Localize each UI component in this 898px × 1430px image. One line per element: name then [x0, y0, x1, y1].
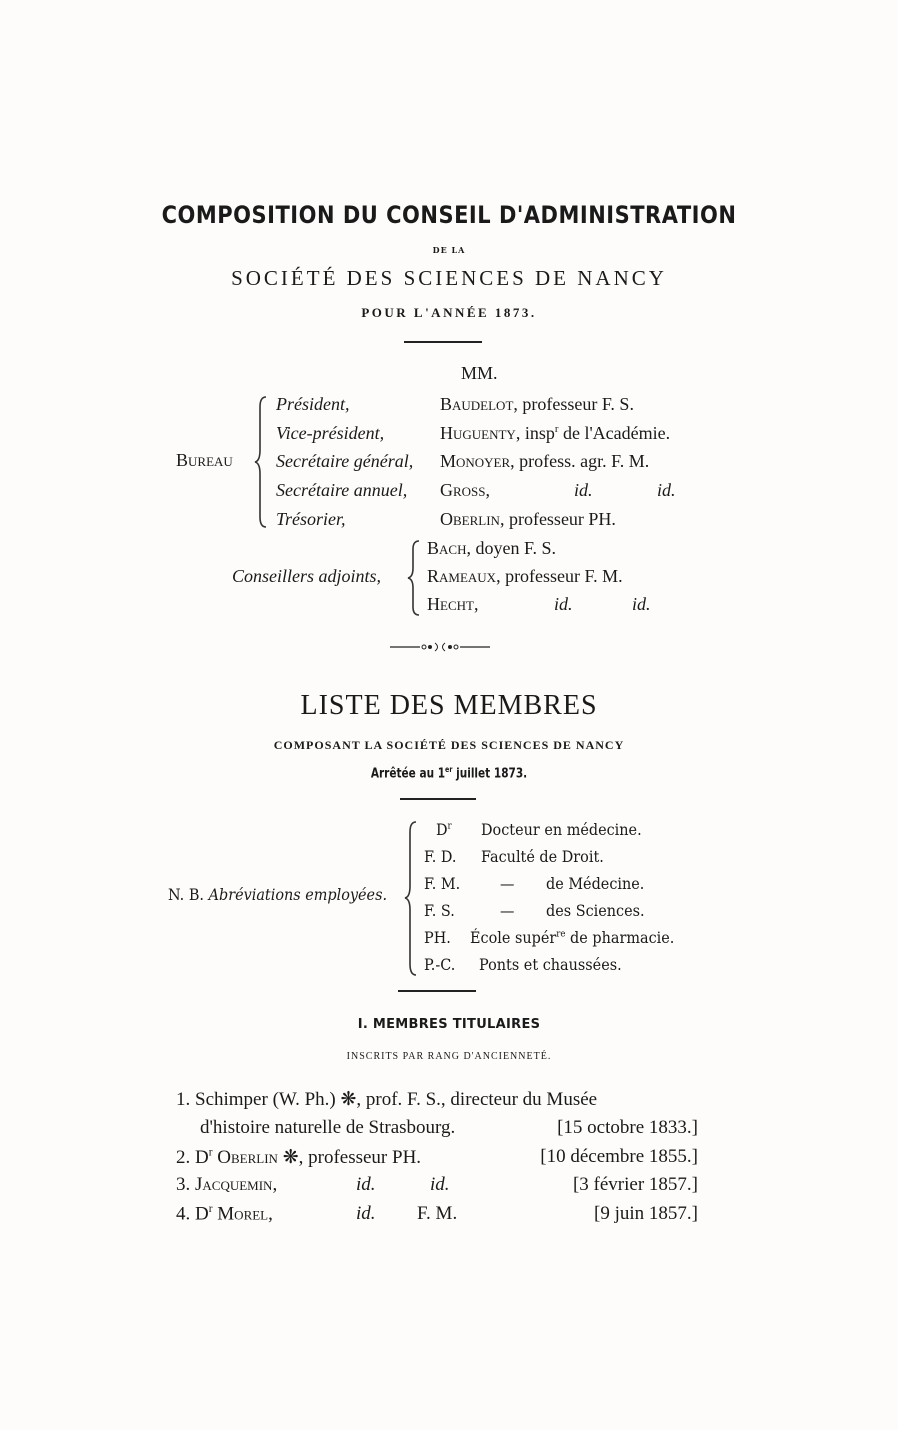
member-entry-1-cont: d'histoire naturelle de Strasbourg.	[200, 1117, 456, 1138]
ditto-dash: —	[500, 874, 515, 893]
ornament-divider	[390, 640, 490, 654]
abbr-code: $D^r$	[436, 820, 452, 839]
conseiller-hecht: Hecht,	[427, 594, 479, 614]
abbr-meaning: Faculté de Droit.	[481, 847, 604, 866]
id-mark: id.	[356, 1203, 376, 1224]
abbr-code: PH.	[424, 928, 451, 947]
conseiller-bach: Bach, doyen F. S.	[427, 538, 557, 558]
de-la-text: DE LA	[432, 245, 466, 255]
member-entry-3: 3. Jacquemin,	[176, 1174, 278, 1195]
divider-rule	[400, 798, 476, 800]
section-subtitle: INSCRITS PAR RANG D'ANCIENNETÉ.	[346, 1051, 552, 1062]
id-mark: id.	[657, 480, 676, 500]
id-mark: id.	[632, 594, 651, 614]
role-secretaire-general: Secrétaire général,	[276, 451, 414, 471]
abbreviations-brace	[404, 820, 420, 978]
id-mark: id.	[554, 594, 573, 614]
role-secretaire-annuel: Secrétaire annuel,	[276, 480, 408, 500]
divider-rule	[398, 990, 476, 992]
role-president: Président,	[276, 394, 350, 414]
conseillers-label: Conseillers adjoints,	[232, 566, 382, 586]
section-title: I. MEMBRES TITULAIRES	[357, 1017, 541, 1032]
abbr-meaning: Ponts et chaussées.	[479, 955, 622, 974]
abbr-meaning: des Sciences.	[546, 901, 645, 920]
id-mark: id.	[430, 1174, 450, 1195]
role-tresorier: Trésorier,	[276, 509, 346, 529]
abbr-code: F. D.	[424, 847, 457, 866]
member-date: [9 juin 1857.]	[594, 1203, 698, 1224]
ditto-dash: —	[500, 901, 515, 920]
abbr-code: F. M.	[424, 874, 461, 893]
abbr-meaning: Docteur en médecine.	[481, 820, 642, 839]
role-vice-president: Vice-président,	[276, 423, 385, 443]
member-vice-president: Huguenty, insp$^r$ de l'Académie.	[440, 423, 671, 443]
society-name: SOCIÉTÉ DES SCIENCES DE NANCY	[231, 266, 667, 290]
id-mark: id.	[574, 480, 593, 500]
abbr-meaning: de Médecine.	[546, 874, 645, 893]
member-entry-4: 4. $D^r$ Morel,	[176, 1203, 273, 1225]
page-title: COMPOSITION DU CONSEIL D'ADMINISTRATION	[161, 201, 737, 229]
member-entry-1: 1. Schimper (W. Ph.) ❋, prof. F. S., directeur du Musée	[176, 1089, 598, 1110]
member-date: [3 février 1857.]	[572, 1174, 698, 1195]
abbr-code: P.-C.	[424, 955, 456, 974]
id-mark: id.	[356, 1174, 376, 1195]
mm-label: MM.	[461, 363, 498, 383]
member-tresorier: Oberlin, professeur PH.	[440, 509, 616, 529]
bureau-label: Bureau	[176, 450, 233, 470]
abbreviations-label: N. B. Abréviations employées.	[168, 885, 388, 904]
abbr-meaning: École supér$^{re}$ de pharmacie.	[470, 928, 675, 947]
conseiller-rameaux: Rameaux, professeur F. M.	[427, 566, 623, 586]
year-text: POUR L'ANNÉE 1873.	[361, 305, 537, 320]
arretee-date: Arrêtée au 1er juillet 1873.	[370, 765, 528, 782]
member-president: Baudelot, professeur F. S.	[440, 394, 634, 414]
member-date: [10 décembre 1855.]	[540, 1146, 698, 1167]
member-secretaire-general: Monoyer, profess. agr. F. M.	[440, 451, 650, 471]
faculty-abbr: F. M.	[417, 1203, 458, 1224]
member-secretaire-annuel: Gross,	[440, 480, 491, 500]
conseillers-brace	[407, 539, 423, 617]
member-date: [15 octobre 1833.]	[557, 1117, 698, 1138]
bureau-brace	[254, 395, 270, 530]
liste-title: LISTE DES MEMBRES	[300, 690, 598, 721]
divider-rule	[404, 341, 482, 343]
member-entry-2: 2. $D^r$ Oberlin ❋, professeur PH.	[176, 1146, 422, 1168]
abbr-code: F. S.	[424, 901, 455, 920]
liste-subtitle: COMPOSANT LA SOCIÉTÉ DES SCIENCES DE NANCY	[273, 738, 625, 752]
